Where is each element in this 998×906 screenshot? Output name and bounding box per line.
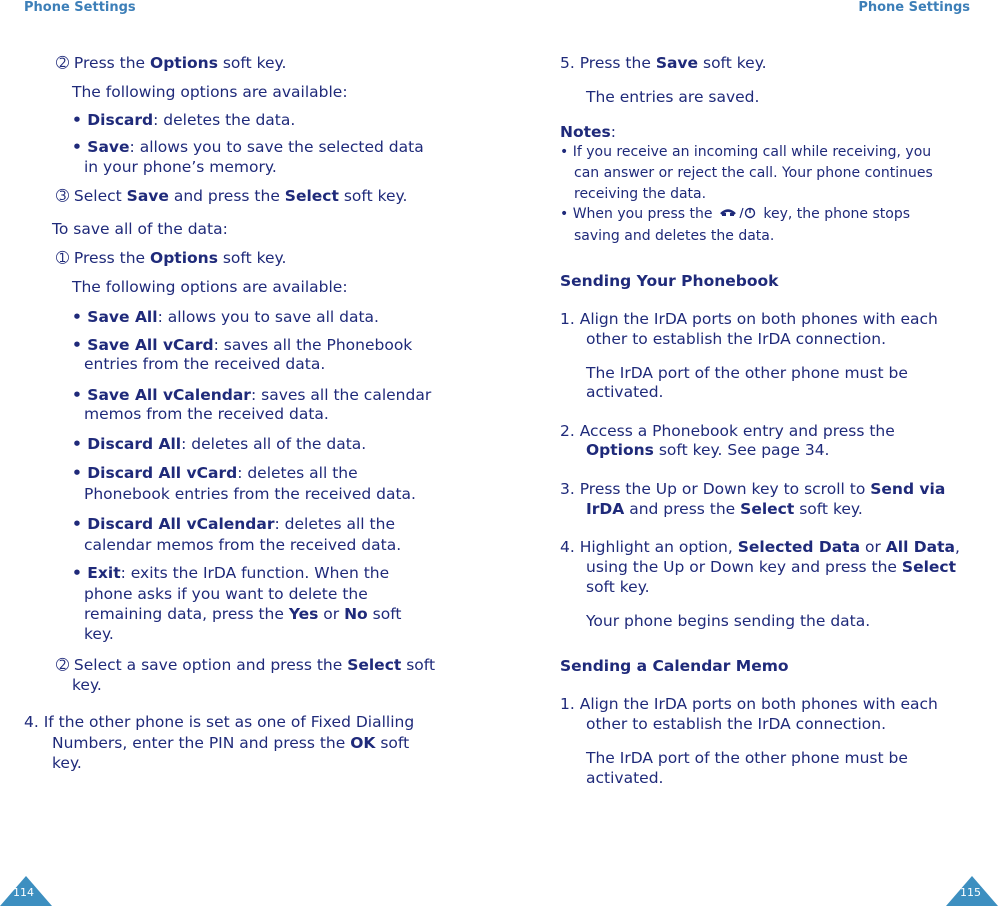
step-4-fdn: 4. If the other phone is set as one of Fixed Dialling [24,713,415,731]
text-line-irda: IrDA and press the Select soft key. [586,500,863,518]
step-1-align: 1. Align the IrDA ports on both phones with each [560,310,938,328]
note-end-key: • When you press the key, the phone stops [560,204,910,227]
text-line: The entries are saved. [586,88,760,106]
text-line: key. [72,676,102,694]
note-line: saving and deletes the data. [574,228,775,244]
text-line-options: Options soft key. See page 34. [586,441,830,459]
option-save: • Save: allows you to save the selected data [72,138,424,156]
text-line: in your phone’s memory. [84,158,277,176]
step-select-save: ➂ Select Save and press the Select soft key. [56,187,408,205]
text-line: key. [52,754,82,772]
step-press-options: ➁ Press the Options soft key. [56,54,287,72]
right-page-number: 115 [960,886,981,899]
option-save-all-vcalendar: • Save All vCalendar: saves all the calendar [72,386,432,404]
text-line: memos from the received data. [84,405,329,423]
text-line: other to establish the IrDA connection. [586,330,887,348]
text-line: activated. [586,383,664,401]
text-line: other to establish the IrDA connection. [586,715,887,733]
step-4-highlight: 4. Highlight an option, Selected Data or All Data, [560,538,960,556]
section-heading-phonebook: Sending Your Phonebook [560,272,779,290]
end-power-key-icon [717,206,759,227]
text-line: soft key. [586,578,650,596]
left-running-header: Phone Settings [24,0,136,15]
option-discard-all-vcard: • Discard All vCard: deletes all the [72,464,358,482]
text-line: The IrDA port of the other phone must be [586,364,908,382]
option-save-all-vcard: • Save All vCard: saves all the Phonebook [72,336,413,354]
step-select-save-option: ➁ Select a save option and press the Select soft [56,656,436,674]
step-3-scroll: 3. Press the Up or Down key to scroll to Send via [560,480,946,498]
text-line: The following options are available: [72,278,348,296]
text-line-yes-no: remaining data, press the Yes or No soft [84,605,402,623]
text-line: Your phone begins sending the data. [586,612,871,630]
step-press-options-2: ➀ Press the Options soft key. [56,249,287,267]
option-discard: • Discard: deletes the data. [72,111,296,129]
note-line: can answer or reject the call. Your phone continues [574,165,933,181]
step-2-access: 2. Access a Phonebook entry and press the [560,422,895,440]
notes-heading: Notes: [560,123,617,141]
text-line: The following options are available: [72,83,348,101]
option-exit: • Exit: exits the IrDA function. When the [72,564,390,582]
text-line: Phonebook entries from the received data. [84,485,416,503]
text-line: To save all of the data: [52,220,228,238]
text-line: The IrDA port of the other phone must be [586,749,908,767]
text-line: activated. [586,769,664,787]
text-line-ok: Numbers, enter the PIN and press the OK soft [52,734,410,752]
option-discard-all: • Discard All: deletes all of the data. [72,435,367,453]
note-line: • If you receive an incoming call while receiving, you [560,144,932,160]
step-1-align-2: 1. Align the IrDA ports on both phones with each [560,695,938,713]
text-line: calendar memos from the received data. [84,536,402,554]
step-5-save: 5. Press the Save soft key. [560,54,767,72]
text-line: entries from the received data. [84,355,326,373]
note-line: receiving the data. [574,186,707,202]
option-save-all: • Save All: allows you to save all data. [72,308,379,326]
left-page-number: 114 [13,886,34,899]
text-line: phone asks if you want to delete the [84,585,368,603]
right-running-header: Phone Settings [858,0,970,15]
section-heading-calendar: Sending a Calendar Memo [560,657,789,675]
text-line-select: using the Up or Down key and press the Select [586,558,957,576]
option-discard-all-vcalendar: • Discard All vCalendar: deletes all the [72,515,395,533]
text-line: key. [84,625,114,643]
